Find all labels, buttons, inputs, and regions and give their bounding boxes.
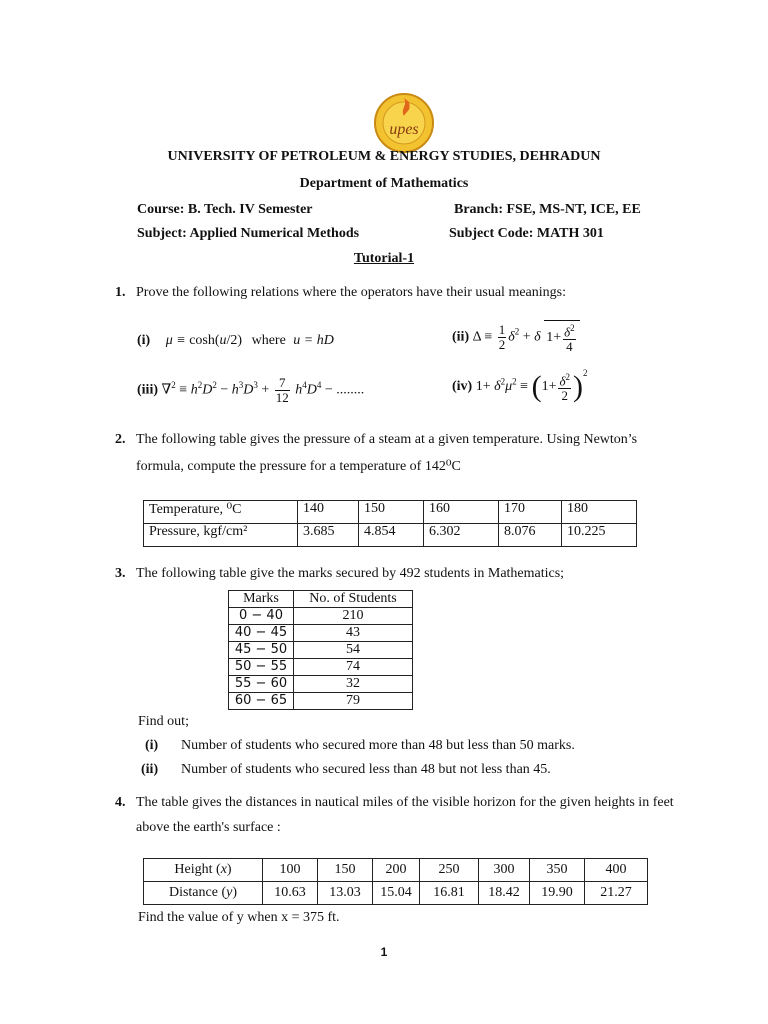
table-cell: Pressure, kgf/cm²: [144, 524, 298, 547]
q1-i-where: where: [251, 333, 286, 348]
table-cell: 43: [294, 625, 413, 642]
q1-relation-iv: (iv) $1+ \delta^2\mu^2 \equiv (1+$ $\frac{\delta^2}{2}$ )$^2$: [452, 368, 588, 404]
table-cell: 74: [294, 659, 413, 676]
q4-find: Find the value of y when x = 375 ft.: [138, 910, 340, 925]
table-row: [229, 642, 413, 659]
q1-ii-label: (ii): [452, 329, 470, 345]
pressure-table: [143, 500, 637, 547]
table-cell: 350: [530, 859, 585, 882]
table-cell: 140: [298, 501, 359, 524]
tutorial-title: Tutorial-1: [353, 251, 415, 266]
subject-code-line: Subject Code: MATH 301: [449, 226, 604, 241]
table-cell: 200: [373, 859, 420, 882]
table-cell: 21.27: [585, 882, 648, 905]
table-cell: 19.90: [530, 882, 585, 905]
table-cell: 50 − 55: [229, 659, 294, 676]
q1-iv-label: (iv): [452, 379, 473, 394]
q4-number: 4.: [115, 795, 126, 810]
table-cell: 6.302: [424, 524, 499, 547]
table-cell: 10.225: [562, 524, 637, 547]
q4-line2: above the earth's surface :: [136, 820, 281, 835]
table-cell: 32: [294, 676, 413, 693]
branch-line: Branch: FSE, MS-NT, ICE, EE: [454, 202, 641, 217]
table-cell: 79: [294, 693, 413, 710]
q3-ii-label: (ii): [141, 762, 159, 777]
table-cell: 100: [263, 859, 318, 882]
subject-line: Subject: Applied Numerical Methods: [137, 226, 360, 241]
table-cell: 54: [294, 642, 413, 659]
q3-find-out: Find out;: [138, 714, 189, 729]
table-cell: Distance (y): [144, 882, 263, 905]
q2-line2: formula, compute the pressure for a temperature of 142⁰C: [136, 459, 461, 474]
table-row: [144, 859, 648, 882]
university-logo: [373, 92, 435, 154]
page-number: 1: [380, 945, 388, 959]
table-cell: 4.854: [359, 524, 424, 547]
q3-i-text: Number of students who secured more than 48 but less than 50 marks.: [181, 738, 575, 753]
table-header-cell: Marks: [229, 591, 294, 608]
table-cell: 150: [318, 859, 373, 882]
table-cell: 55 − 60: [229, 676, 294, 693]
table-row: [229, 676, 413, 693]
university-name: UNIVERSITY OF PETROLEUM & ENERGY STUDIES, DEHRADUN: [167, 149, 601, 164]
table-cell: 16.81: [420, 882, 479, 905]
table-cell: 150: [359, 501, 424, 524]
table-cell: 8.076: [499, 524, 562, 547]
table-row: [144, 524, 637, 547]
table-cell: 250: [420, 859, 479, 882]
table-header-cell: No. of Students: [294, 591, 413, 608]
table-cell: Temperature, ⁰C: [144, 501, 298, 524]
table-cell: 0 − 40: [229, 608, 294, 625]
q3-number: 3.: [115, 566, 126, 581]
table-row: [229, 693, 413, 710]
marks-table: [228, 590, 413, 710]
department-name: Department of Mathematics: [299, 176, 469, 191]
q4-line1: The table gives the distances in nautical miles of the visible horizon for the given heights in feet: [136, 795, 674, 810]
table-cell: 160: [424, 501, 499, 524]
table-cell: 400: [585, 859, 648, 882]
q1-relation-ii: (ii) Δ ≡ $\frac{1}{2}$ $\delta^2 + \delta$ 1+ $\frac{\delta^2}{4}$: [452, 320, 580, 354]
table-cell: 3.685: [298, 524, 359, 547]
table-row: [229, 608, 413, 625]
logo-text: upes: [389, 121, 419, 138]
table-cell: 300: [479, 859, 530, 882]
table-row: [144, 501, 637, 524]
table-row: [229, 591, 413, 608]
q1-relation-iii: (iii) $\nabla^2 \equiv h^2D^2 - h^3D^3$ + $\frac{7}{12}$ $h^4D^4$ − ........: [137, 375, 365, 405]
table-row: [229, 625, 413, 642]
q1-iii-label: (iii): [137, 382, 158, 398]
table-cell: 180: [562, 501, 637, 524]
table-cell: 45 − 50: [229, 642, 294, 659]
table-cell: 18.42: [479, 882, 530, 905]
table-cell: Height (x): [144, 859, 263, 882]
q1-text: Prove the following relations where the operators have their usual meanings:: [136, 285, 566, 300]
table-cell: 60 − 65: [229, 693, 294, 710]
q3-i-label: (i): [145, 738, 159, 753]
q3-text: The following table give the marks secured by 492 students in Mathematics;: [136, 566, 565, 581]
q2-line1: The following table gives the pressure of a steam at a given temperature. Using Newton’s: [136, 432, 638, 447]
horizon-table: [143, 858, 648, 905]
q2-number: 2.: [115, 432, 126, 447]
table-cell: 210: [294, 608, 413, 625]
q1-relation-i: (i) μ ≡ cosh(u/2) where u = hD: [137, 333, 334, 348]
table-cell: 10.63: [263, 882, 318, 905]
q1-number: 1.: [115, 285, 126, 300]
table-cell: 15.04: [373, 882, 420, 905]
table-cell: 13.03: [318, 882, 373, 905]
q3-ii-text: Number of students who secured less than 48 but not less than 45.: [181, 762, 551, 777]
course-line: Course: B. Tech. IV Semester: [137, 202, 313, 217]
q1-i-label: (i): [137, 333, 151, 348]
table-row: [144, 882, 648, 905]
table-cell: 170: [499, 501, 562, 524]
table-cell: 40 − 45: [229, 625, 294, 642]
table-row: [229, 659, 413, 676]
